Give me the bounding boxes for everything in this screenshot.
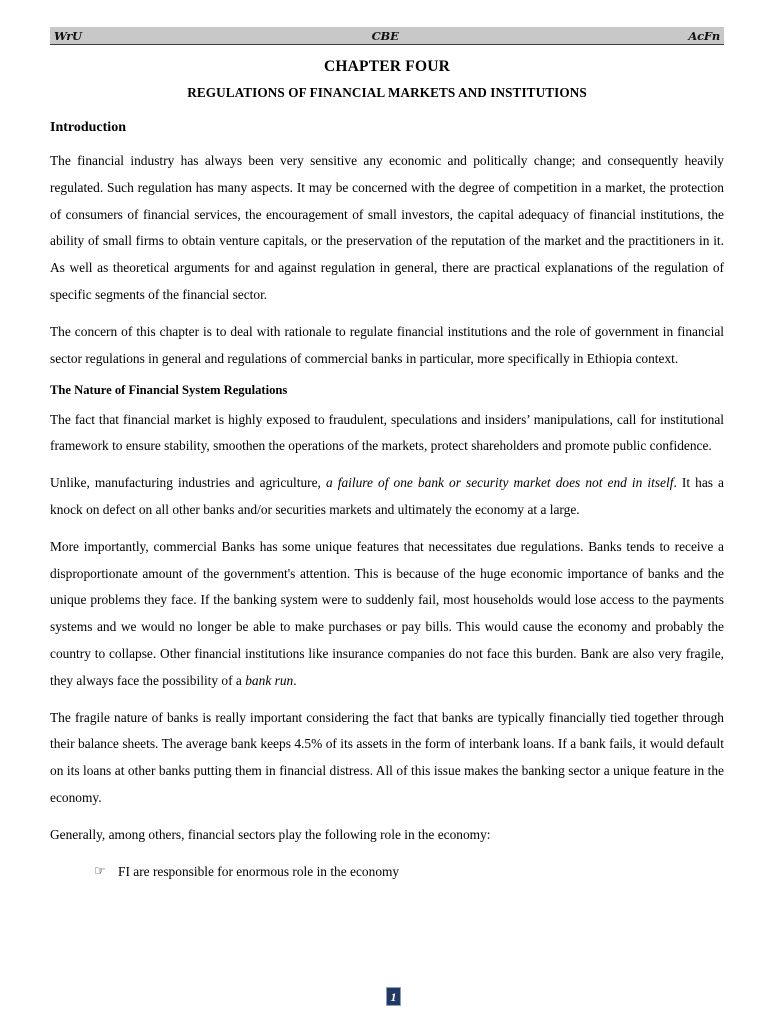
list-item bbox=[50, 859, 724, 885]
paragraph-intro-2: The concern of this chapter is to deal with rationale to regulate financial institutions and the role of government in financial sector regulations in general and regulations of commercial banks in particular, more specifically in Ethiopia context. bbox=[50, 323, 724, 366]
header-right-text: AcFn bbox=[688, 28, 720, 43]
paragraph-nature-1: The fact that financial market is highly exposed to fraudulent, speculations and insiders’ manipulations, call for institutional framework to ensure stability, smoothen the operations of the markets, protect shareholders and promote public confidence. bbox=[50, 411, 724, 454]
header-center-text: CBE bbox=[371, 28, 399, 43]
paragraph-nature-2-lead: Unlike, manufacturing industries and agriculture, bbox=[50, 475, 326, 491]
chapter-subtitle: REGULATIONS OF FINANCIAL MARKETS AND INSTITUTIONS bbox=[187, 84, 587, 100]
chapter-title: CHAPTER FOUR bbox=[324, 58, 450, 75]
paragraph-nature-4: The fragile nature of banks is really important considering the fact that banks are typically financially tied together through their balance sheets. The average bank keeps 4.5% of its assets in the form of interbank loans. If a bank fails, it would default on its loans at other banks putting them in financial distress. All of this issue makes the banking sector a unique feature in the economy. bbox=[50, 709, 724, 806]
header-left-text: WrU bbox=[54, 28, 82, 43]
paragraph-nature-2-emphasis: a failure of one bank or security market does not end in itself bbox=[325, 475, 674, 491]
running-header bbox=[50, 27, 724, 45]
paragraph-intro-1: The financial industry has always been very sensitive any economic and politically change; and consequently heavily regulated. Such regulation has many aspects. It may be concerned with the degree of competition in a market, the protection of consumers of financial services, the encouragement of small investors, the capital adequacy of financial institutions, the ability of small firms to obtain venture capitals, or the preservation of the reputation of the market and the practitioners in it. As well as theoretical arguments for and against regulation in general, there are practical explanations of the regulation of specific segments of the financial sector. bbox=[50, 152, 724, 302]
paragraph-nature-5: Generally, among others, financial sectors play the following role in the economy: bbox=[50, 826, 491, 842]
paragraph-nature-2-tail: . It has a knock on defect on all other banks and/or securities markets and ultimately the economy at a large. bbox=[50, 475, 724, 518]
heading-nature-of-financial-system-regulations: The Nature of Financial System Regulations bbox=[50, 383, 288, 398]
pointing-hand-bullet-icon: ☞ bbox=[94, 863, 106, 879]
page-number-badge bbox=[386, 987, 401, 1006]
heading-introduction: Introduction bbox=[50, 120, 126, 136]
page-number: 1 bbox=[390, 989, 397, 1004]
document-body bbox=[50, 58, 724, 885]
paragraph-nature-3-emphasis: bank run bbox=[245, 672, 294, 688]
paragraph-nature-3-lead: More importantly, commercial Banks has some unique features that necessitates due regulations. Banks tends to receive a disproportionate amount of the government's attention. This is because of the huge economic importance of banks and the unique problems they face. If the banking system were to suddenly fail, most households would lose access to the payments systems and we would no longer be able to make purchases or pay bills. This would cause the economy and probably the country to collapse. Other financial institutions like insurance companies do not face this burden. Bank are also very fragile, they always face the possibility of a bbox=[50, 538, 724, 688]
list-item-label: FI are responsible for enormous role in the economy bbox=[118, 863, 400, 879]
financial-sector-roles-list bbox=[50, 859, 724, 885]
paragraph-nature-3-tail: . bbox=[293, 672, 297, 688]
paragraph-nature-2 bbox=[50, 470, 724, 524]
paragraph-nature-3 bbox=[50, 534, 724, 695]
